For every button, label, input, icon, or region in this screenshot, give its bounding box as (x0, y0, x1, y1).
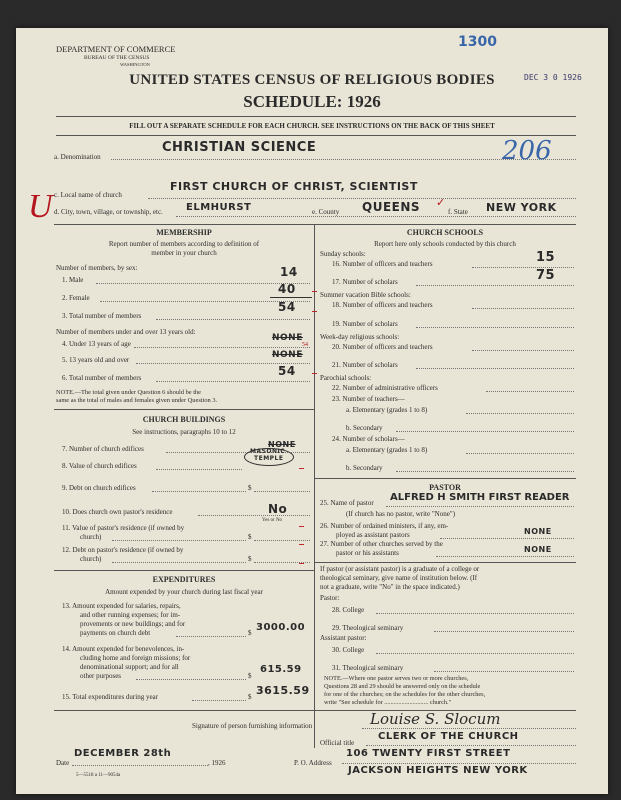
q2-value[interactable]: 40 (278, 282, 296, 296)
state-value[interactable]: NEW YORK (486, 201, 557, 214)
section-rule (314, 478, 576, 479)
q21-label: 21. Number of scholars (332, 361, 398, 369)
field-line (466, 453, 574, 454)
q4-label: 4. Under 13 years of age (62, 340, 131, 348)
pastor-note: for one of the churches; on the schedules for the other churches, (324, 691, 486, 698)
field-line (112, 562, 246, 563)
q14-label: other purposes (80, 672, 122, 680)
official-title-value[interactable]: CLERK OF THE CHURCH (378, 731, 519, 742)
city-label: WASHINGTON (120, 62, 150, 67)
field-line (466, 413, 574, 414)
red-tick-mark (312, 291, 317, 292)
church-name-label: c. Local name of church (54, 191, 122, 199)
red-tick-mark (299, 563, 304, 564)
q12-label: church) (80, 555, 102, 563)
q24b-label: b. Secondary (346, 464, 383, 472)
q26-value[interactable]: NONE (524, 527, 552, 536)
county-label: e. County (312, 208, 340, 216)
address-line-1[interactable]: 106 TWENTY FIRST STREET (346, 748, 511, 759)
check-mark-icon: ✓ (436, 197, 446, 209)
q31-label: 31. Theological seminary (332, 664, 404, 672)
q13-label: payments on church debt (80, 629, 151, 637)
currency-sign: $ (248, 533, 252, 541)
signature-label: Signature of person furnishing information (192, 722, 313, 730)
denomination-label: a. Denomination (54, 153, 101, 161)
q28-label: 28. College (332, 606, 365, 614)
q7-note: TEMPLE (254, 455, 284, 462)
vacation-schools-label: Summer vacation Bible schools: (320, 291, 411, 299)
field-line (396, 431, 574, 432)
q24-label: 24. Number of scholars— (332, 435, 405, 443)
field-line (152, 491, 246, 492)
q15-label: 15. Total expenditures during year (62, 693, 158, 701)
q25-label: 25. Name of pastor (320, 499, 374, 507)
city-field-label: d. City, town, village, or township, etc. (54, 208, 163, 216)
parochial-schools-label: Parochial schools: (320, 374, 372, 382)
q1-value[interactable]: 14 (280, 265, 298, 279)
q8-label: 8. Value of church edifices (62, 462, 137, 470)
membership-intro: Report number of members according to definition of (108, 240, 260, 248)
department-label: DEPARTMENT OF COMMERCE (56, 44, 176, 54)
q6-label: 6. Total number of members (62, 374, 142, 382)
table-top-rule (54, 224, 576, 225)
q7-value[interactable]: NONE (268, 440, 296, 449)
field-line (472, 308, 574, 309)
field-line (176, 636, 246, 637)
schools-intro: Report here only schools conducted by this church (374, 240, 516, 248)
q30-label: 30. College (332, 646, 365, 654)
membership-note: NOTE.—The total given under Question 6 should be the (56, 389, 202, 396)
field-line (148, 198, 576, 199)
red-tick-mark (299, 544, 304, 545)
field-line (254, 540, 310, 541)
schools-title: CHURCH SCHOOLS (406, 228, 484, 237)
county-value[interactable]: QUEENS (362, 200, 421, 214)
field-line (72, 765, 208, 766)
pastor-title: PASTOR (429, 483, 461, 492)
signature-value[interactable]: Louise S. Slocum (370, 710, 501, 728)
q11-label: church) (80, 533, 102, 541)
q26-label: 26. Number of ordained ministers, if any, em- (320, 522, 449, 530)
q10-label: 10. Does church own pastor's residence (62, 508, 173, 516)
address-label: P. O. Address (294, 759, 332, 767)
field-line (376, 613, 574, 614)
pastor-note: Questions 28 and 29 should be answered only on the schedule (324, 683, 481, 690)
field-line (472, 267, 574, 268)
buildings-title: CHURCH BUILDINGS (142, 415, 226, 424)
q23a-label: a. Elementary (grades 1 to 8) (346, 406, 428, 414)
q14-label: 14. Amount expended for benevolences, in- (62, 645, 185, 653)
sum-line (270, 297, 312, 298)
field-line (486, 391, 574, 392)
q10-hint: Yes or No (262, 518, 283, 523)
field-line (366, 745, 576, 746)
pastor-subheading: Pastor: (320, 594, 340, 602)
official-title-label: Official title (320, 739, 355, 747)
weekday-schools-label: Week-day religious schools: (320, 333, 400, 341)
church-name-value[interactable]: FIRST CHURCH OF CHRIST, SCIENTIST (170, 180, 418, 193)
field-line (156, 381, 310, 382)
currency-sign: $ (248, 672, 252, 680)
q25-hint: (If church has no pastor, write "None") (346, 510, 456, 518)
q5-label: 5. 13 years old and over (62, 356, 130, 364)
pastor-note: write "See schedule for ............................ church." (324, 699, 452, 706)
q24a-label: a. Elementary (grades 1 to 8) (346, 446, 428, 454)
q3-label: 3. Total number of members (62, 312, 142, 320)
q11-label: 11. Value of pastor's residence (if owned by (62, 524, 185, 532)
field-line (198, 515, 310, 516)
address-line-2[interactable]: JACKSON HEIGHTS NEW YORK (348, 765, 528, 776)
field-line (386, 506, 574, 507)
q13-label: provements or new buildings; and for (80, 620, 186, 628)
q2-label: 2. Female (62, 294, 90, 302)
age-group-label: Number of members under and over 13 years old: (56, 328, 196, 336)
date-label: Date (56, 759, 70, 767)
bureau-label: BUREAU OF THE CENSUS (84, 55, 150, 61)
q26-label: ployed as assistant pastors (336, 531, 410, 539)
field-line (192, 700, 246, 701)
form-number: 5—5518 a 11—9054a (76, 773, 121, 778)
q18-label: 18. Number of officers and teachers (332, 301, 433, 309)
year-label: , 1926 (208, 759, 226, 767)
margin-mark: U (28, 188, 53, 225)
currency-sign: $ (248, 484, 252, 492)
q9-label: 9. Debt on church edifices (62, 484, 136, 492)
field-line (434, 631, 574, 632)
schedule-title: SCHEDULE: 1926 (243, 92, 381, 111)
field-line (436, 556, 574, 557)
q5-value[interactable]: NONE (272, 350, 303, 360)
field-line (472, 350, 574, 351)
q1-label: 1. Male (62, 276, 84, 284)
divider (56, 116, 576, 117)
date-received-stamp: DEC 3 0 1926 (524, 73, 582, 82)
red-tick-mark (299, 468, 304, 469)
field-line (416, 368, 574, 369)
q27-value[interactable]: NONE (524, 545, 552, 554)
field-line (416, 327, 574, 328)
q27-label: 27. Number of other churches served by the (320, 540, 443, 548)
members-by-sex-label: Number of members, by sex: (56, 264, 138, 272)
q4-value[interactable]: NONE (272, 333, 303, 343)
q19-label: 19. Number of scholars (332, 320, 398, 328)
field-line (136, 679, 246, 680)
city-value[interactable]: ELMHURST (186, 202, 252, 213)
q29-label: 29. Theological seminary (332, 624, 404, 632)
currency-sign: $ (248, 555, 252, 563)
membership-title: MEMBERSHIP (156, 228, 212, 237)
q14-value[interactable]: 615.59 (260, 664, 302, 675)
field-line (342, 763, 576, 764)
q13-label: and other running expenses; for im- (80, 611, 181, 619)
q15-value[interactable]: 3615.59 (256, 684, 310, 697)
sunday-schools-label: Sunday schools: (320, 250, 366, 258)
q23b-label: b. Secondary (346, 424, 383, 432)
q14-label: cluding home and foreign missions; for (80, 654, 191, 662)
field-line (396, 471, 574, 472)
field-line (434, 671, 574, 672)
q23-label: 23. Number of teachers— (332, 395, 405, 403)
instruction-banner: FILL OUT A SEPARATE SCHEDULE FOR EACH CHURCH. SEE INSTRUCTIONS ON THE BACK OF THIS SHEET (129, 122, 495, 130)
q17-value[interactable]: 75 (536, 268, 556, 283)
q14-label: denominational support; and for all (80, 663, 179, 671)
denomination-value[interactable]: CHRISTIAN SCIENCE (162, 140, 317, 155)
field-line (376, 653, 574, 654)
graduate-instructions: not a graduate, write "No" in the space indicated.) (320, 583, 460, 591)
field-line (156, 469, 242, 470)
section-rule (54, 570, 314, 571)
q16-label: 16. Number of officers and teachers (332, 260, 433, 268)
q7-note: MASONIC (250, 448, 286, 455)
expenditures-title: EXPENDITURES (152, 575, 216, 584)
q3-value[interactable]: 54 (278, 300, 296, 314)
denomination-code: 206 (502, 136, 552, 166)
red-tick-mark (299, 526, 304, 527)
graduate-instructions: theological seminary, give name of institution below. (If (320, 574, 478, 582)
red-tick-mark (312, 311, 317, 312)
q16-value[interactable]: 15 (536, 250, 556, 265)
q6-value[interactable]: 54 (278, 364, 296, 378)
assistant-pastor-subheading: Assistant pastor: (320, 634, 367, 642)
stamp-number: 1300 (458, 34, 497, 50)
field-line (156, 319, 310, 320)
q22-label: 22. Number of administrative officers (332, 384, 438, 392)
currency-sign: $ (248, 629, 252, 637)
q20-label: 20. Number of officers and teachers (332, 343, 433, 351)
pastor-note: NOTE.—Where one pastor serves two or more churches, (324, 675, 469, 682)
field-line (112, 540, 246, 541)
field-line (134, 347, 310, 348)
state-label: f. State (448, 208, 468, 216)
field-line (362, 728, 576, 729)
census-schedule-sheet (16, 28, 608, 794)
q7-label: 7. Number of church edifices (62, 445, 144, 453)
q27-label: pastor or his assistants (336, 549, 399, 557)
q25-value[interactable]: ALFRED H SMITH FIRST READER (390, 492, 570, 503)
q12-label: 12. Debt on pastor's residence (if owned by (62, 546, 184, 554)
membership-intro: member in your church (151, 249, 217, 257)
form-title: UNITED STATES CENSUS OF RELIGIOUS BODIES (129, 72, 495, 88)
section-rule (314, 562, 576, 563)
q13-value[interactable]: 3000.00 (256, 622, 306, 633)
red-tick-mark (312, 373, 317, 374)
divider (56, 135, 576, 136)
field-line (176, 216, 576, 217)
currency-sign: $ (248, 693, 252, 701)
q5-correction-note: 54 (302, 342, 308, 348)
field-line (254, 491, 310, 492)
q10-value[interactable]: No (268, 502, 288, 516)
field-line (440, 538, 574, 539)
q13-label: 13. Amount expended for salaries, repairs, (62, 602, 181, 610)
membership-note: same as the total of males and females given under Question 3. (56, 397, 218, 404)
buildings-intro: See instructions, paragraphs 10 to 12 (132, 428, 236, 436)
expenditures-intro: Amount expended by your church during last fiscal year (105, 588, 263, 596)
q17-label: 17. Number of scholars (332, 278, 398, 286)
section-rule (54, 409, 314, 410)
graduate-instructions: If pastor (or assistant pastor) is a graduate of a college or (320, 565, 480, 573)
field-line (416, 285, 574, 286)
date-value[interactable]: DECEMBER 28th (74, 748, 172, 759)
